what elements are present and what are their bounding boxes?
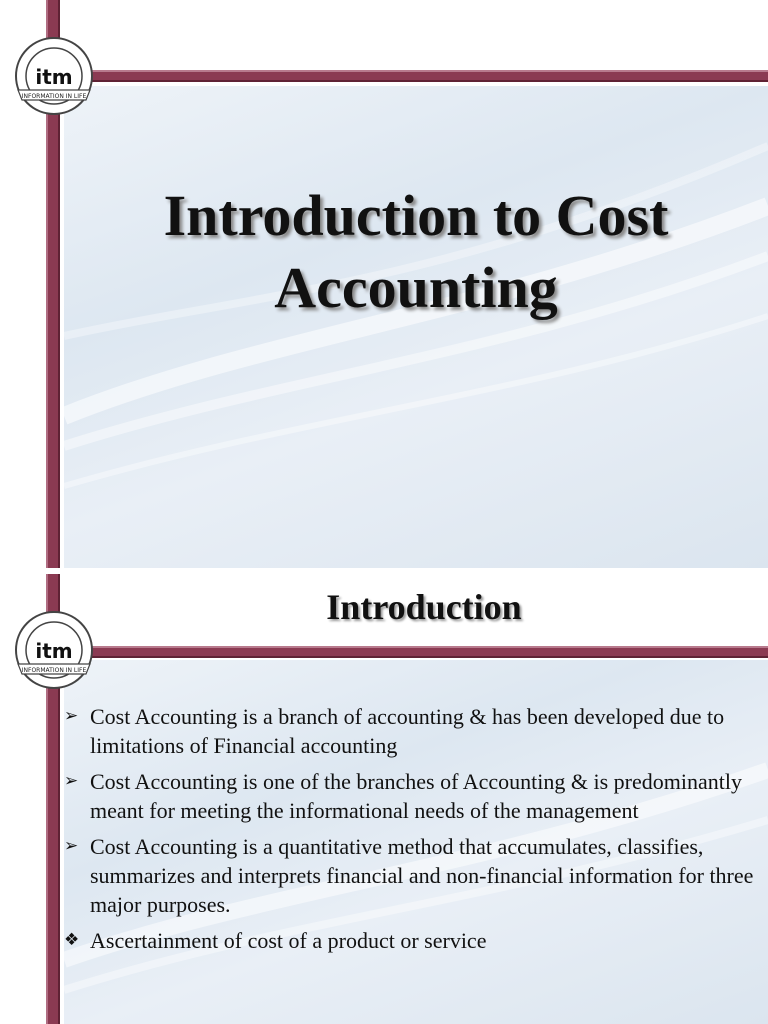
diamond-bullet-icon: ❖ xyxy=(64,930,80,950)
arrow-bullet-icon: ➢ xyxy=(64,771,79,791)
title-line-1: Introduction to Cost xyxy=(163,183,669,248)
slide-title-text xyxy=(64,180,768,324)
list-item xyxy=(64,702,754,760)
bullet-text: Cost Accounting is a branch of accounting & has been developed due to limitations of Financial accounting xyxy=(90,704,725,758)
bullet-text: Ascertainment of cost of a product or service xyxy=(90,928,487,953)
horizontal-accent-bar xyxy=(46,70,768,82)
itm-logo xyxy=(12,34,96,118)
title-line-2: Accounting xyxy=(274,255,558,320)
logo-initials: itm xyxy=(35,65,73,89)
logo-banner-text: INFORMATION IN LIFE xyxy=(21,667,87,674)
list-item xyxy=(64,767,754,825)
bullet-text: Cost Accounting is a quantitative method that accumulates, classifies, summarizes and interprets financial and non-financial information for three major purposes. xyxy=(90,834,754,917)
slide-background xyxy=(64,86,768,568)
slide-heading: Introduction xyxy=(326,587,522,627)
horizontal-accent-bar xyxy=(46,646,768,658)
list-item xyxy=(64,926,754,955)
bullet-text: Cost Accounting is one of the branches of Accounting & is predominantly meant for meeting the informational needs of the management xyxy=(90,769,742,823)
logo-initials: itm xyxy=(35,639,73,663)
list-item xyxy=(64,832,754,919)
arrow-bullet-icon: ➢ xyxy=(64,706,79,726)
wave-decoration xyxy=(64,86,768,568)
logo-banner-text: INFORMATION IN LIFE xyxy=(21,93,87,100)
arrow-bullet-icon: ➢ xyxy=(64,836,79,856)
bullet-list xyxy=(64,702,754,962)
